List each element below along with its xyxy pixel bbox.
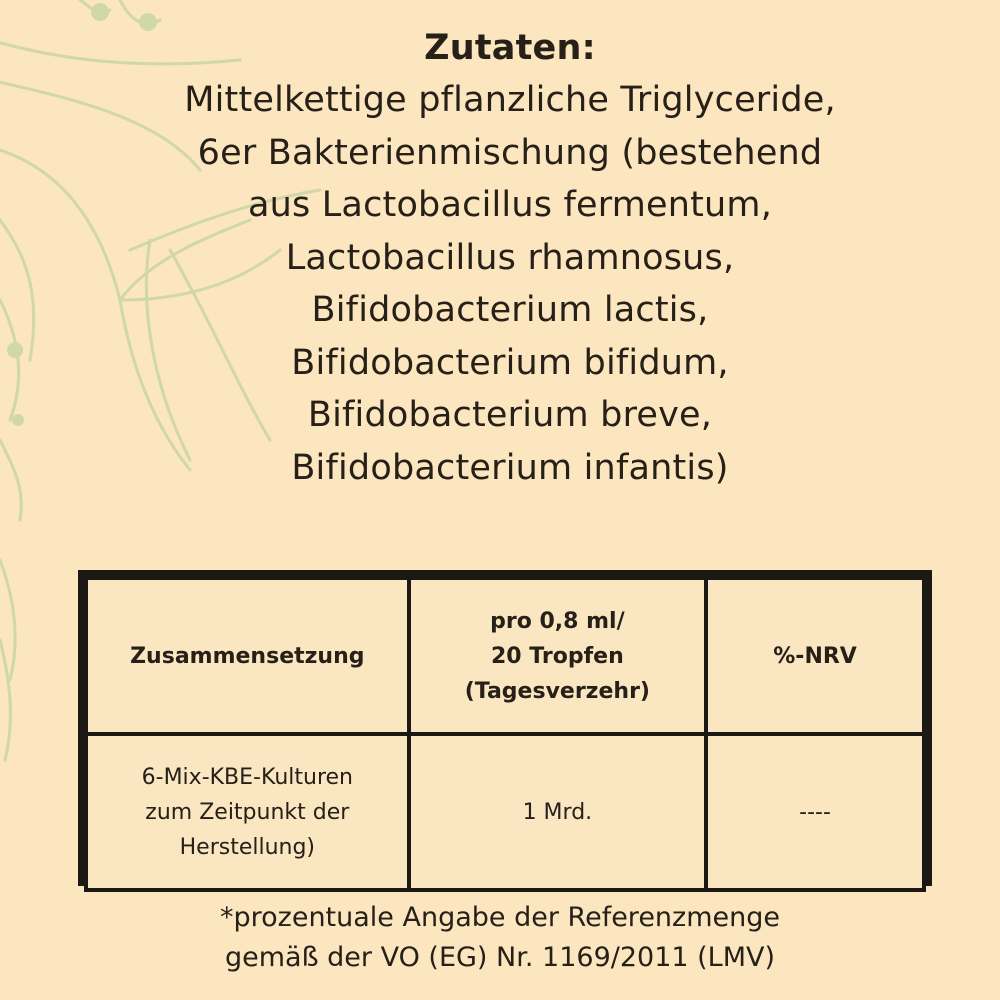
table-header-row	[86, 578, 924, 734]
header-composition-label: Zusammensetzung	[130, 643, 365, 669]
ingredient-line: 6er Bakterienmischung (bestehend	[197, 132, 823, 173]
cell-name-line: 6-Mix-KBE-Kulturen	[141, 764, 353, 790]
table-row	[86, 734, 924, 890]
cell-name-line: zum Zeitpunkt der	[145, 799, 350, 825]
cell-name-line: Herstellung)	[179, 834, 316, 860]
ingredient-line: Bifidobacterium lactis,	[311, 290, 709, 330]
ingredient-line: Mittelkettige pflanzliche Triglyceride,	[184, 80, 836, 120]
header-per-dose-line: (Tagesverzehr)	[464, 678, 650, 704]
header-nrv-label: %-NRV	[773, 643, 857, 669]
cell-nrv-value: ----	[799, 799, 831, 825]
ingredients-heading: Zutaten:	[424, 28, 596, 68]
nutrition-table	[78, 570, 932, 886]
footnote-line: *prozentuale Angabe der Referenzmenge	[220, 902, 780, 933]
ingredients-block	[60, 22, 960, 494]
header-per-dose-line: pro 0,8 ml/	[490, 608, 625, 634]
cell-name	[86, 734, 409, 890]
cell-amount-value: 1 Mrd.	[522, 799, 593, 825]
ingredient-line: Lactobacillus rhamnosus,	[285, 237, 735, 278]
cell-amount	[409, 734, 706, 890]
ingredient-line: Bifidobacterium bifidum,	[291, 342, 729, 383]
ingredient-line: aus Lactobacillus fermentum,	[247, 185, 773, 225]
header-nrv	[706, 578, 924, 734]
footnote-line: gemäß der VO (EG) Nr. 1169/2011 (LMV)	[224, 942, 776, 973]
cell-nrv	[706, 734, 924, 890]
header-composition	[86, 578, 409, 734]
footnote	[100, 898, 900, 978]
ingredient-line: Bifidobacterium infantis)	[291, 447, 729, 488]
ingredient-line: Bifidobacterium breve,	[307, 395, 713, 435]
header-per-dose-line: 20 Tropfen	[491, 643, 624, 669]
header-per-dose	[409, 578, 706, 734]
